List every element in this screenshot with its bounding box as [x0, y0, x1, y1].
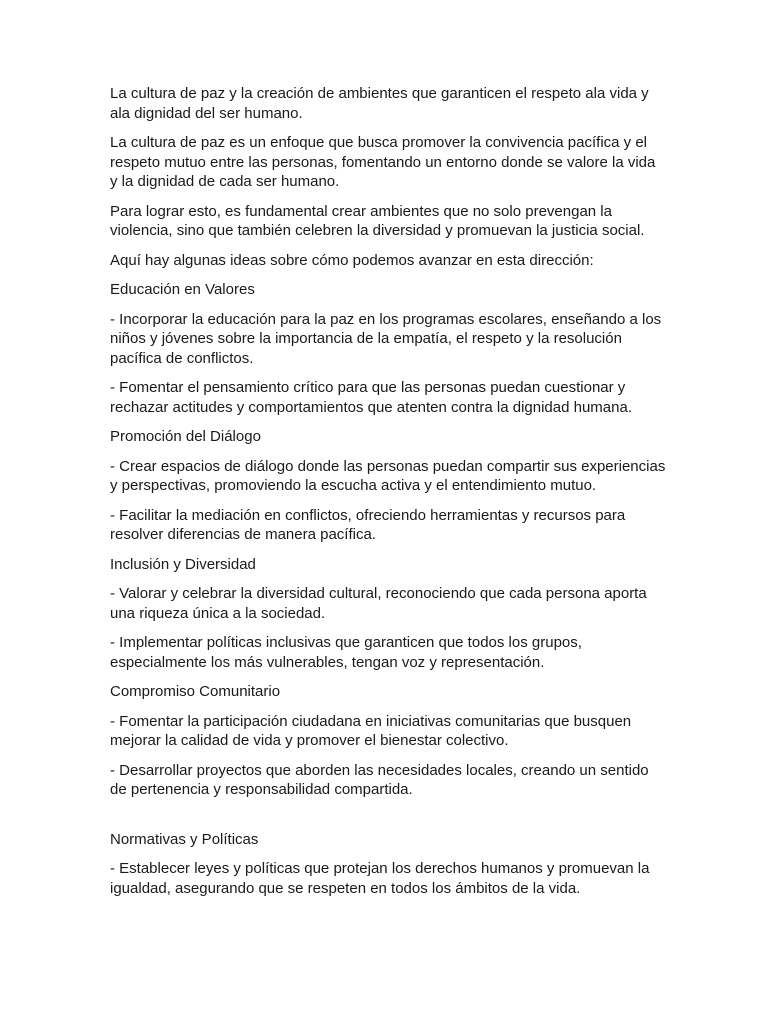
bullet-item: - Facilitar la mediación en conflictos, ofreciendo herramientas y recursos para resolver diferencias de manera pacífica. [110, 506, 626, 543]
bullet-item: - Valorar y celebrar la diversidad cultural, reconociendo que cada persona aporta una riqueza única a la sociedad. [110, 585, 647, 622]
bullet-item: - Crear espacios de diálogo donde las personas puedan compartir sus experiencias y perspectivas, promoviendo la escucha activa y el entendimiento mutuo. [110, 457, 666, 494]
document-page [110, 84, 666, 908]
section-heading: Educación en Valores [110, 281, 255, 298]
section-heading: Promoción del Diálogo [110, 428, 261, 445]
bullet-item: - Fomentar el pensamiento crítico para que las personas puedan cuestionar y rechazar actitudes y comportamientos que atenten contra la dignidad humana. [110, 379, 632, 416]
intro-paragraph: Aquí hay algunas ideas sobre cómo podemos avanzar en esta dirección: [110, 251, 594, 269]
section-heading: Inclusión y Diversidad [110, 555, 256, 573]
bullet-item: - Desarrollar proyectos que aborden las necesidades locales, creando un sentido de pertenencia y responsabilidad compartida. [110, 761, 649, 798]
intro-paragraph: La cultura de paz es un enfoque que busca promover la convivencia pacífica y el respeto mutuo entre las personas, fomentando un entorno donde se valore la vida y la dignidad de cada ser humano. [110, 134, 656, 190]
bullet-item: - Implementar políticas inclusivas que garanticen que todos los grupos, especialmente los más vulnerables, tengan voz y representación. [110, 634, 582, 671]
section-heading: Normativas y Políticas [110, 830, 259, 848]
bullet-item: - Establecer leyes y políticas que protejan los derechos humanos y promuevan la igualdad, asegurando que se respeten en todos los ámbitos de la vida. [110, 860, 650, 897]
blank-line [110, 810, 666, 830]
bullet-item: - Fomentar la participación ciudadana en iniciativas comunitarias que busquen mejorar la calidad de vida y promover el bienestar colectivo. [110, 712, 632, 749]
bullet-item: - Incorporar la educación para la paz en los programas escolares, enseñando a los niños y jóvenes sobre la importancia de la empatía, el respeto y la resolución pacífica de conflictos. [110, 310, 662, 367]
intro-title: La cultura de paz y la creación de ambientes que garanticen el respeto ala vida y ala dignidad del ser humano. [110, 85, 649, 122]
section-heading: Compromiso Comunitario [110, 683, 281, 700]
intro-paragraph: Para lograr esto, es fundamental crear ambientes que no solo prevengan la violencia, sino que también celebren la diversidad y promuevan la justicia social. [110, 202, 645, 239]
